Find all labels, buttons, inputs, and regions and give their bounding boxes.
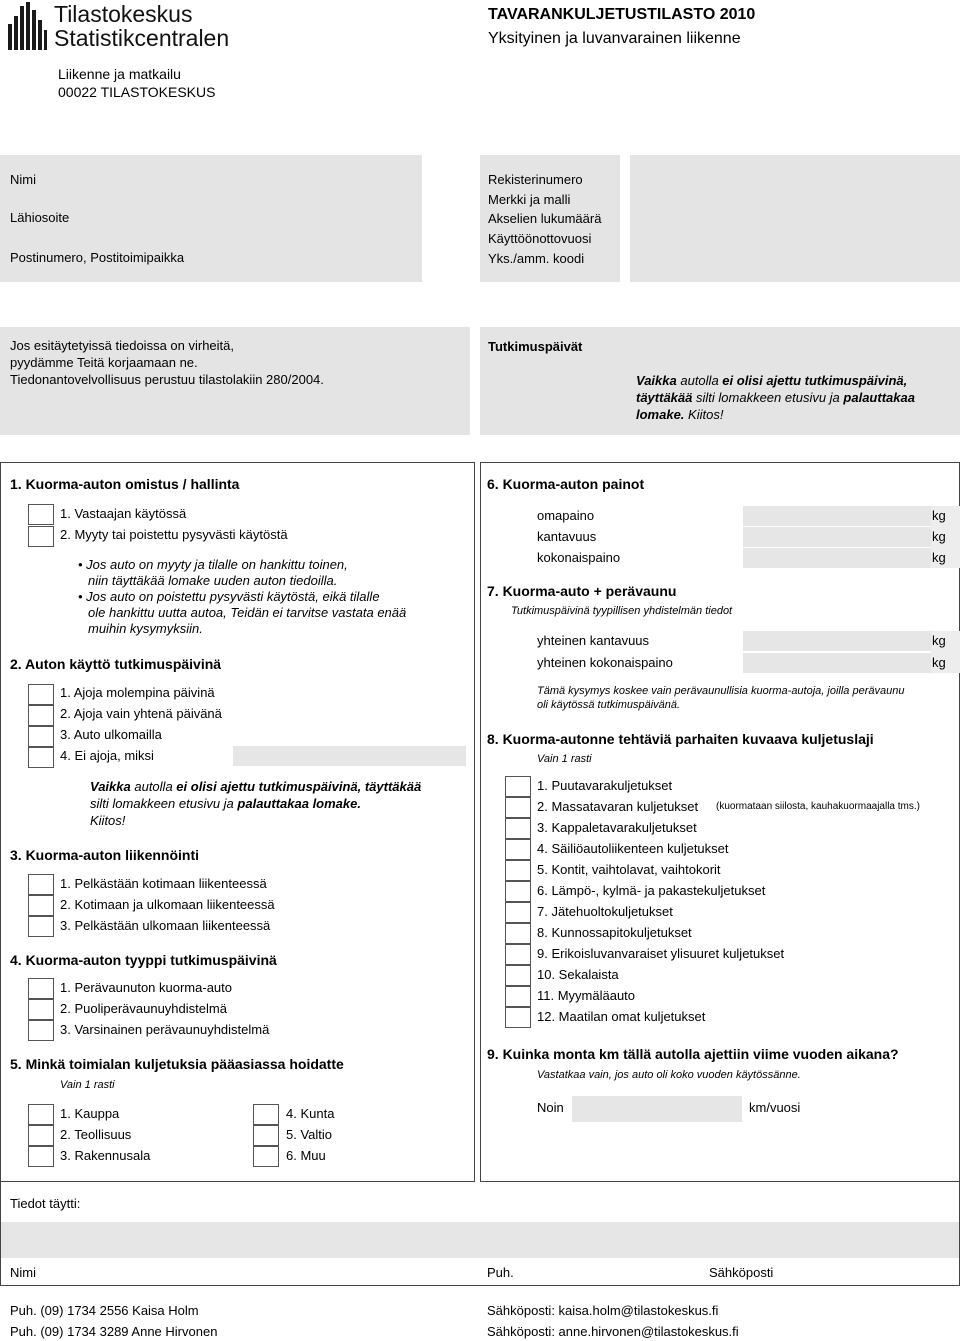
q2-opt4-label: 4. Ei ajoja, miksi	[60, 748, 154, 763]
q9-km-field[interactable]	[572, 1096, 742, 1122]
q7-unit1: kg	[932, 633, 946, 648]
q8-opt8-checkbox[interactable]	[505, 923, 531, 944]
q2-opt3-checkbox[interactable]	[28, 726, 54, 747]
q5-opt1-checkbox[interactable]	[28, 1104, 54, 1125]
q3-opt1-label: 1. Pelkästään kotimaan liikenteessä	[60, 876, 267, 891]
q8-opt7-label: 7. Jätehuoltokuljetukset	[537, 904, 673, 919]
q8-opt1-label: 1. Puutavarakuljetukset	[537, 778, 673, 793]
q3-opt3-label: 3. Pelkästään ulkomaan liikenteessä	[60, 918, 271, 933]
logo-mark-icon	[8, 2, 48, 52]
q7-subtitle: Tutkimuspäivinä tyypillisen yhdistelmän tiedot	[511, 605, 733, 617]
q1-title: 1. Kuorma-auton omistus / hallinta	[10, 476, 240, 492]
q4-title: 4. Kuorma-auton tyyppi tutkimuspäivinä	[10, 952, 277, 968]
q8-opt10-checkbox[interactable]	[505, 965, 531, 986]
q6-weight-field[interactable]	[743, 506, 931, 526]
q2-reason-field[interactable]	[233, 746, 466, 766]
q9-unit: km/vuosi	[749, 1100, 801, 1115]
q8-opt1-checkbox[interactable]	[505, 776, 531, 797]
year-label: Käyttöönottovuosi	[488, 231, 592, 246]
survey-days-note: Vaikka autolla ei olisi ajettu tutkimuspäivinä, täyttäkää silti lomakkeen etusivu ja palauttakaa lomake. Kiitos!	[636, 373, 915, 422]
q1-opt1-checkbox[interactable]	[28, 504, 54, 525]
q8-opt6-label: 6. Lämpö-, kylmä- ja pakastekuljetukset	[537, 883, 766, 898]
q5-opt5-label: 5. Valtio	[286, 1127, 333, 1142]
q6-unit1: kg	[932, 508, 946, 523]
q4-opt1-checkbox[interactable]	[28, 978, 54, 999]
q4-opt1-label: 1. Perävaunuton kuorma-auto	[60, 980, 232, 995]
q2-title: 2. Auton käyttö tutkimuspäivinä	[10, 656, 222, 672]
q8-subtitle: Vain 1 rasti	[537, 753, 592, 765]
q8-opt9-checkbox[interactable]	[505, 944, 531, 965]
notice-line2: pyydämme Teitä korjaamaan ne.	[10, 355, 198, 370]
logo-text-fi: Tilastokeskus	[54, 1, 193, 27]
dept-line2: 00022 TILASTOKESKUS	[58, 84, 216, 100]
filler-name-field[interactable]	[1, 1222, 959, 1258]
q5-opt6-label: 6. Muu	[286, 1148, 326, 1163]
survey-days-title: Tutkimuspäivät	[488, 339, 583, 354]
q7-note: Tämä kysymys koskee vain perävaunullisia kuorma-autoja, joilla perävaunu oli käytössä tutkimuspäivänä.	[537, 685, 905, 711]
q8-opt4-label: 4. Säiliöautoliikenteen kuljetukset	[537, 841, 729, 856]
q3-title: 3. Kuorma-auton liikennöinti	[10, 847, 200, 863]
make-label: Merkki ja malli	[488, 192, 571, 207]
q6-capacity-field[interactable]	[743, 527, 931, 547]
q6-row1-label: omapaino	[537, 508, 595, 523]
q8-opt9-label: 9. Erikoisluvanvaraiset ylisuuret kuljetukset	[537, 946, 785, 961]
q4-opt3-label: 3. Varsinainen perävaunuyhdistelmä	[60, 1022, 270, 1037]
q8-opt11-label: 11. Myymäläauto	[537, 988, 636, 1003]
contact-phone1: Puh. (09) 1734 2556 Kaisa Holm	[10, 1303, 199, 1318]
q9-label: Noin	[537, 1100, 564, 1115]
q8-opt2-checkbox[interactable]	[505, 797, 531, 818]
q4-opt3-checkbox[interactable]	[28, 1020, 54, 1041]
notice-line3: Tiedonantovelvollisuus perustuu tilastolakiin 280/2004.	[10, 372, 324, 387]
q7-total-field[interactable]	[743, 653, 931, 673]
q4-opt2-label: 2. Puoliperävaunuyhdistelmä	[60, 1001, 227, 1016]
q8-opt5-label: 5. Kontit, vaihtolavat, vaihtokorit	[537, 862, 721, 877]
q5-title: 5. Minkä toimialan kuljetuksia pääasiassa hoidatte	[10, 1056, 344, 1072]
filler-name-label: Nimi	[10, 1265, 36, 1280]
q5-opt1-label: 1. Kauppa	[60, 1106, 120, 1121]
q8-opt12-checkbox[interactable]	[505, 1007, 531, 1028]
q9-subtitle: Vastatkaa vain, jos auto oli koko vuoden käytössänne.	[537, 1069, 801, 1081]
q5-opt5-checkbox[interactable]	[253, 1125, 279, 1146]
q8-opt5-checkbox[interactable]	[505, 860, 531, 881]
q8-opt6-checkbox[interactable]	[505, 881, 531, 902]
q5-subtitle: Vain 1 rasti	[60, 1079, 115, 1091]
q1-bullet1: • Jos auto on myyty ja tilalle on hankittu toinen, niin täyttäkää lomake uuden auton tiedoilla. • Jos auto on poistettu pysyvästi käytöstä, eikä tilalle ole hankittu uutta autoa, Teidän ei tarvitse vastata enää muihin kysymyksiin.	[78, 557, 407, 636]
q5-opt6-checkbox[interactable]	[253, 1146, 279, 1167]
form-title: TAVARANKULJETUSTILASTO 2010	[488, 6, 756, 23]
q6-title: 6. Kuorma-auton painot	[487, 476, 645, 492]
q3-opt2-label: 2. Kotimaan ja ulkomaan liikenteessä	[60, 897, 275, 912]
q7-capacity-field[interactable]	[743, 631, 931, 651]
q6-unit3: kg	[932, 550, 946, 565]
q6-row3-label: kokonaispaino	[537, 550, 621, 565]
q4-opt2-checkbox[interactable]	[28, 999, 54, 1020]
q8-opt3-checkbox[interactable]	[505, 818, 531, 839]
q7-row2-label: yhteinen kokonaispaino	[537, 655, 673, 670]
filler-phone-label: Puh.	[487, 1265, 514, 1280]
q3-opt3-checkbox[interactable]	[28, 916, 54, 937]
reg-label: Rekisterinumero	[488, 172, 583, 187]
q5-opt2-label: 2. Teollisuus	[60, 1127, 132, 1142]
q5-opt3-checkbox[interactable]	[28, 1146, 54, 1167]
q2-opt2-label: 2. Ajoja vain yhtenä päivänä	[60, 706, 222, 721]
q2-opt2-checkbox[interactable]	[28, 705, 54, 726]
code-label: Yks./amm. koodi	[488, 251, 585, 266]
vehicle-values-panel	[630, 155, 960, 282]
q8-title: 8. Kuorma-autonne tehtäviä parhaiten kuvaava kuljetuslaji	[487, 731, 874, 747]
q3-opt1-checkbox[interactable]	[28, 874, 54, 895]
q7-title: 7. Kuorma-auto + perävaunu	[487, 583, 677, 599]
q6-total-field[interactable]	[743, 548, 931, 568]
q3-opt2-checkbox[interactable]	[28, 895, 54, 916]
filler-email-label: Sähköposti	[709, 1265, 774, 1280]
q5-opt3-label: 3. Rakennusala	[60, 1148, 151, 1163]
q1-opt1-label: 1. Vastaajan käytössä	[60, 506, 187, 521]
q2-opt1-checkbox[interactable]	[28, 684, 54, 705]
q6-unit2: kg	[932, 529, 946, 544]
q8-opt8-label: 8. Kunnossapitokuljetukset	[537, 925, 692, 940]
q8-opt4-checkbox[interactable]	[505, 839, 531, 860]
dept-line1: Liikenne ja matkailu	[58, 66, 181, 82]
filler-title: Tiedot täytti:	[10, 1196, 81, 1211]
q2-opt4-checkbox[interactable]	[28, 747, 54, 768]
notice-line1: Jos esitäytetyissä tiedoissa on virheitä,	[10, 338, 234, 353]
postal-label: Postinumero, Postitoimipaikka	[10, 250, 185, 265]
axles-label: Akselien lukumäärä	[488, 211, 602, 226]
logo	[8, 2, 253, 52]
q6-row2-label: kantavuus	[537, 529, 597, 544]
q1-opt2-label: 2. Myyty tai poistettu pysyvästi käytöstä	[60, 527, 288, 542]
form-subtitle: Yksityinen ja luvanvarainen liikenne	[488, 30, 741, 47]
q5-opt4-label: 4. Kunta	[286, 1106, 335, 1121]
q7-row1-label: yhteinen kantavuus	[537, 633, 650, 648]
contact-phone2: Puh. (09) 1734 3289 Anne Hirvonen	[10, 1324, 218, 1339]
q8-opt2-label: 2. Massatavaran kuljetukset	[537, 799, 699, 814]
q1-opt2-checkbox[interactable]	[28, 526, 54, 547]
q2-opt3-label: 3. Auto ulkomailla	[60, 727, 162, 742]
q7-unit2: kg	[932, 655, 946, 670]
q8-opt11-checkbox[interactable]	[505, 986, 531, 1007]
q8-opt2-note: (kuormataan siilosta, kauhakuormaajalla tms.)	[716, 801, 920, 812]
name-label: Nimi	[10, 172, 36, 187]
q8-opt3-label: 3. Kappaletavarakuljetukset	[537, 820, 697, 835]
q2-opt1-label: 1. Ajoja molempina päivinä	[60, 685, 215, 700]
logo-text-sv: Statistikcentralen	[54, 25, 230, 51]
q8-opt10-label: 10. Sekalaista	[537, 967, 619, 982]
q5-opt2-checkbox[interactable]	[28, 1125, 54, 1146]
contact-email1: Sähköposti: kaisa.holm@tilastokeskus.fi	[487, 1303, 719, 1318]
street-label: Lähiosoite	[10, 210, 70, 225]
q2-note: Vaikka autolla ei olisi ajettu tutkimuspäivinä, täyttäkää silti lomakkeen etusivu ja palauttakaa lomake. Kiitos!	[90, 779, 422, 828]
contact-email2: Sähköposti: anne.hirvonen@tilastokeskus.fi	[487, 1324, 739, 1339]
q9-title: 9. Kuinka monta km tällä autolla ajettiin viime vuoden aikana?	[487, 1046, 899, 1062]
q8-opt7-checkbox[interactable]	[505, 902, 531, 923]
q8-opt12-label: 12. Maatilan omat kuljetukset	[537, 1009, 706, 1024]
q5-opt4-checkbox[interactable]	[253, 1104, 279, 1125]
